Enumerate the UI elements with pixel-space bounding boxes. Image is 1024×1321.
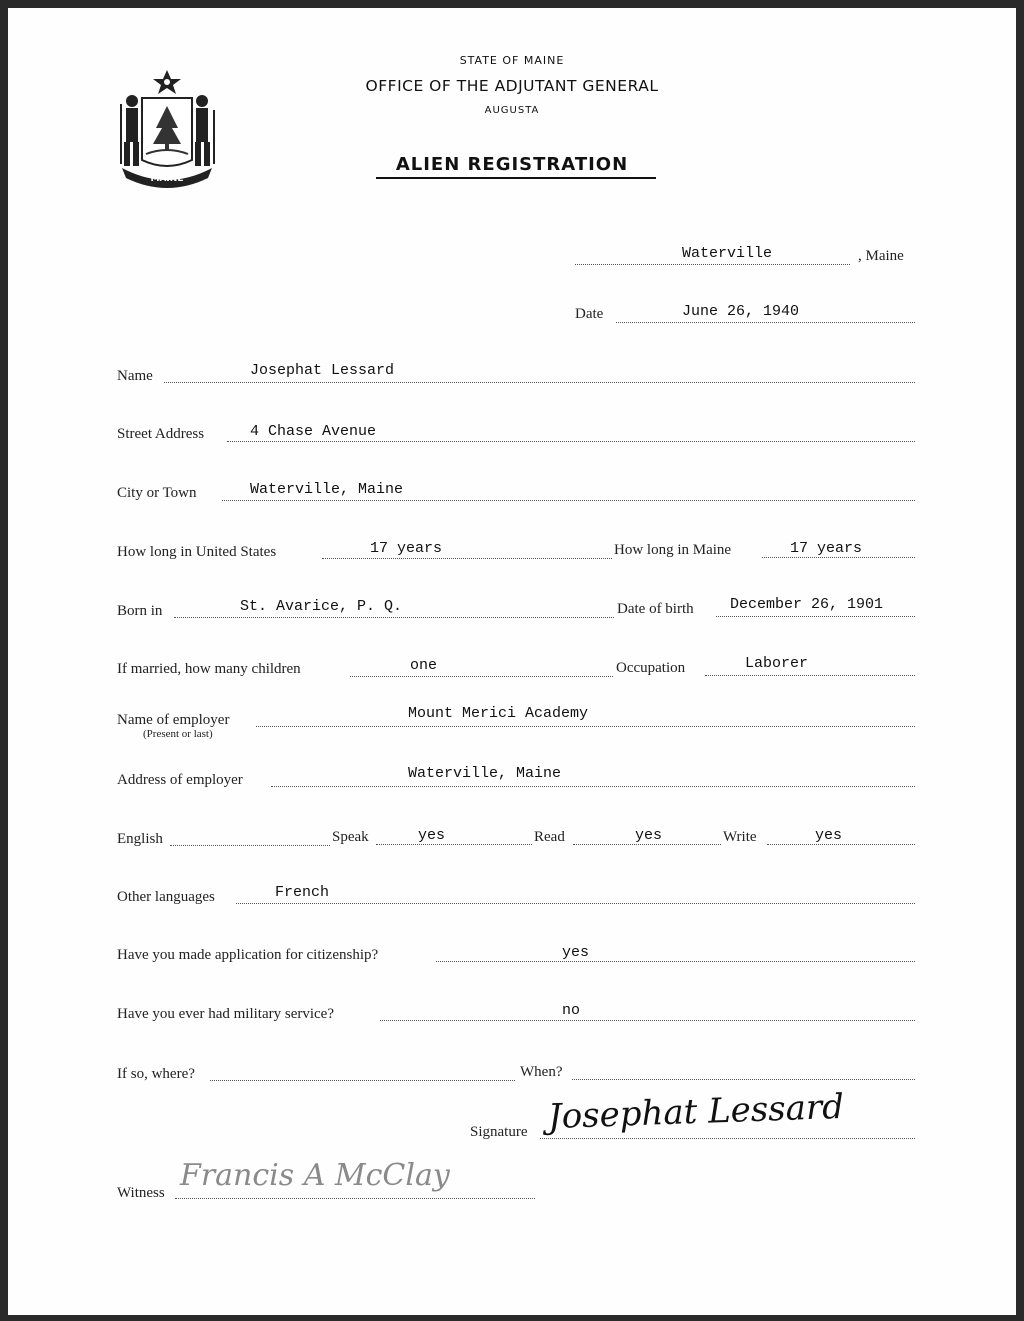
born-value[interactable]: St. Avarice, P. Q. — [240, 598, 403, 615]
place-value[interactable]: Waterville — [682, 245, 773, 262]
title-underline — [376, 177, 656, 179]
witness-label: Witness — [117, 1185, 165, 1201]
military-line — [380, 1020, 915, 1021]
military-label: Have you ever had military service? — [117, 1006, 334, 1022]
maine-duration-value[interactable]: 17 years — [790, 540, 863, 557]
english-label: English — [117, 831, 163, 847]
us-duration-line — [322, 558, 612, 559]
write-label: Write — [723, 829, 757, 845]
when-line — [572, 1079, 915, 1080]
employer-address-value[interactable]: Waterville, Maine — [408, 765, 562, 782]
speak-line — [376, 844, 532, 845]
occupation-value[interactable]: Laborer — [745, 655, 809, 672]
occupation-label: Occupation — [616, 660, 686, 676]
write-line — [767, 844, 915, 845]
us-duration-label: How long in United States — [117, 544, 277, 560]
form-title: ALIEN REGISTRATION — [395, 154, 629, 175]
children-value[interactable]: one — [410, 657, 438, 674]
employer-address-line — [271, 786, 915, 787]
read-label: Read — [534, 829, 565, 845]
date-label: Date — [575, 306, 604, 322]
name-value[interactable]: Josephat Lessard — [250, 362, 395, 379]
scan-border-right — [1016, 0, 1024, 1321]
scan-border-bottom — [0, 1315, 1024, 1321]
employer-line — [256, 726, 915, 727]
employer-address-label: Address of employer — [117, 772, 243, 788]
where-line — [210, 1080, 515, 1081]
place-suffix: , Maine — [858, 248, 904, 264]
children-line — [350, 676, 613, 677]
other-languages-line — [236, 903, 915, 904]
street-line — [227, 441, 915, 442]
city-value[interactable]: Waterville, Maine — [250, 481, 404, 498]
us-duration-value[interactable]: 17 years — [370, 540, 443, 557]
dob-line — [716, 616, 915, 617]
military-value[interactable]: no — [562, 1002, 581, 1019]
signature-label: Signature — [470, 1124, 528, 1140]
when-label: When? — [520, 1064, 563, 1080]
witness-value[interactable]: Francis A McClay — [180, 1158, 450, 1193]
other-languages-value[interactable]: French — [275, 884, 330, 901]
read-line — [573, 844, 721, 845]
signature-line — [540, 1138, 915, 1139]
born-label: Born in — [117, 603, 163, 619]
date-line — [616, 322, 915, 323]
signature-value[interactable]: Josephat Lessard — [547, 1086, 845, 1138]
place-line — [575, 264, 850, 265]
maine-duration-label: How long in Maine — [614, 542, 732, 558]
maine-duration-line — [762, 557, 915, 558]
speak-value[interactable]: yes — [418, 827, 446, 844]
born-line — [174, 617, 614, 618]
dob-value[interactable]: December 26, 1901 — [730, 596, 884, 613]
where-label: If so, where? — [117, 1066, 195, 1082]
citizenship-label: Have you made application for citizenship? — [117, 947, 379, 963]
scan-border-top — [0, 0, 1024, 8]
scan-border-left — [0, 0, 8, 1321]
occupation-line — [705, 675, 915, 676]
read-value[interactable]: yes — [635, 827, 663, 844]
city-label: City or Town — [117, 485, 197, 501]
write-value[interactable]: yes — [815, 827, 843, 844]
header-city: AUGUSTA — [484, 105, 540, 116]
speak-label: Speak — [332, 829, 369, 845]
employer-value[interactable]: Mount Merici Academy — [408, 705, 589, 722]
other-languages-label: Other languages — [117, 889, 215, 905]
street-value[interactable]: 4 Chase Avenue — [250, 423, 377, 440]
employer-sublabel: (Present or last) — [143, 728, 213, 740]
citizenship-value[interactable]: yes — [562, 944, 590, 961]
svg-text:MAINE: MAINE — [150, 174, 184, 184]
name-label: Name — [117, 368, 153, 384]
dob-label: Date of birth — [617, 601, 694, 617]
english-line — [170, 845, 330, 846]
children-label: If married, how many children — [117, 661, 301, 677]
date-value[interactable]: June 26, 1940 — [682, 303, 800, 320]
witness-line — [175, 1198, 535, 1199]
city-line — [222, 500, 915, 501]
street-label: Street Address — [117, 426, 205, 442]
name-line — [164, 382, 915, 383]
header-state: STATE OF MAINE — [459, 54, 565, 67]
employer-label: Name of employer — [117, 712, 230, 728]
citizenship-line — [436, 961, 915, 962]
header-office: OFFICE OF THE ADJUTANT GENERAL — [365, 77, 659, 95]
